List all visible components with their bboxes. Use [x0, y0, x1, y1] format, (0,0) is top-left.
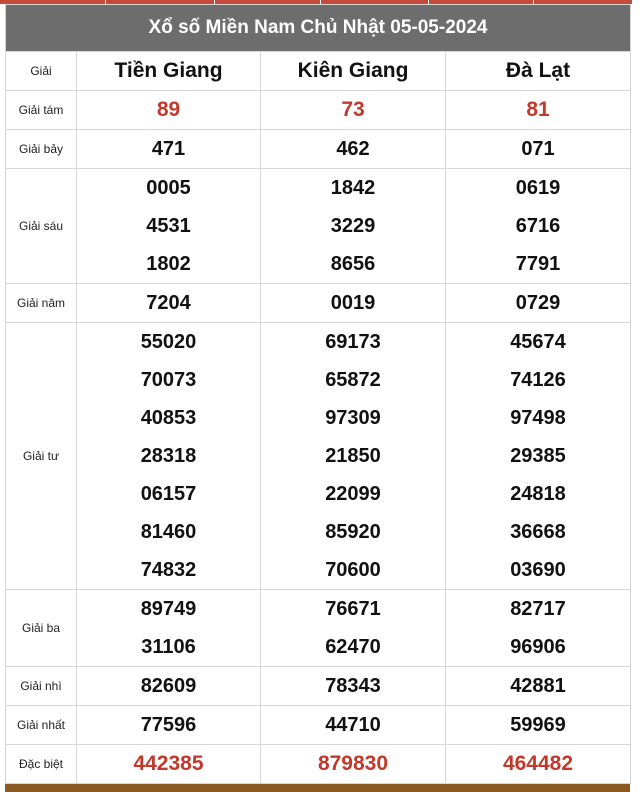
- prize-number: 28318: [140, 445, 197, 467]
- prize-number: 81460: [140, 521, 197, 543]
- prize-label: Giải ba: [6, 590, 77, 667]
- prize-cell: [77, 745, 261, 784]
- prize-label: Giải nhì: [6, 667, 77, 706]
- province-header-da-lat[interactable]: Đà Lạt: [446, 52, 631, 91]
- prize-cell: [261, 130, 446, 169]
- prize-label: Giải tư: [6, 323, 77, 590]
- prize-row-giai-tam: [6, 91, 631, 130]
- prize-number: 464482: [502, 752, 574, 775]
- prize-number: 4531: [146, 215, 191, 237]
- prize-number: 65872: [325, 369, 381, 391]
- prize-number: 1842: [330, 177, 376, 199]
- prize-number: 31106: [141, 636, 196, 658]
- prize-cell: [77, 130, 261, 169]
- prize-row-dac-biet: [6, 745, 631, 784]
- prize-cell: [261, 745, 446, 784]
- prize-row-giai-bay: [6, 130, 631, 169]
- prize-number: 82717: [510, 598, 566, 620]
- prize-label: Giải bảy: [6, 130, 77, 169]
- prize-row-giai-nam: [6, 284, 631, 323]
- prize-cell: [446, 706, 631, 745]
- prize-number: 74832: [140, 559, 197, 581]
- prize-number: 03690: [510, 559, 566, 581]
- prize-cell: [446, 745, 631, 784]
- prize-cell: [446, 590, 631, 667]
- prize-number: 42881: [510, 675, 566, 697]
- prize-number: 96906: [510, 636, 566, 658]
- prize-number: 8656: [330, 253, 376, 275]
- prize-cell: [446, 284, 631, 323]
- prize-column-header: Giải: [6, 52, 77, 91]
- prize-row-giai-tu: [6, 323, 631, 590]
- prize-number: 7204: [146, 292, 191, 314]
- prize-cell: [77, 91, 261, 130]
- prize-number: 76671: [325, 598, 381, 620]
- prize-number: 0005: [146, 177, 191, 199]
- prize-cell: [261, 590, 446, 667]
- table-title: Xổ số Miền Nam Chủ Nhật 05-05-2024: [6, 5, 631, 52]
- prize-number: 74126: [510, 369, 566, 391]
- prize-row-giai-sau: [6, 169, 631, 284]
- prize-number: 45674: [510, 331, 566, 353]
- prize-number: 879830: [317, 752, 389, 775]
- prize-number: 0729: [515, 292, 561, 314]
- prize-number: 59969: [510, 714, 566, 736]
- prize-cell: [446, 130, 631, 169]
- prize-cell: [77, 284, 261, 323]
- prize-number: 82609: [140, 675, 197, 697]
- prize-row-giai-ba: [6, 590, 631, 667]
- prize-cell: [261, 323, 446, 590]
- prize-cell: [77, 590, 261, 667]
- prize-number: 81: [526, 98, 550, 121]
- prize-cell: [77, 323, 261, 590]
- prize-number: 36668: [510, 521, 566, 543]
- prize-cell: [77, 169, 261, 284]
- prize-number: 89: [156, 98, 181, 121]
- prize-number: 0019: [330, 292, 376, 314]
- prize-cell: [446, 667, 631, 706]
- prize-number: 97498: [510, 407, 566, 429]
- prize-number: 77596: [140, 714, 197, 736]
- footer-bar: [5, 784, 630, 792]
- lottery-results-table: [5, 4, 631, 784]
- prize-number: 3229: [330, 215, 376, 237]
- prize-cell: [446, 323, 631, 590]
- prize-number: 442385: [133, 752, 204, 775]
- prize-number: 69173: [325, 331, 381, 353]
- prize-label: Đặc biệt: [6, 745, 77, 784]
- prize-number: 1802: [146, 253, 191, 275]
- prize-label: Giải năm: [6, 284, 77, 323]
- prize-number: 85920: [325, 521, 381, 543]
- prize-rows: [6, 91, 631, 784]
- prize-number: 62470: [325, 636, 381, 658]
- prize-cell: [261, 667, 446, 706]
- prize-number: 40853: [140, 407, 197, 429]
- prize-row-giai-nhat: [6, 706, 631, 745]
- prize-cell: [446, 91, 631, 130]
- prize-cell: [261, 91, 446, 130]
- prize-number: 78343: [325, 675, 381, 697]
- results-container: [5, 4, 630, 784]
- prize-number: 44710: [325, 714, 381, 736]
- prize-number: 89749: [140, 598, 197, 620]
- prize-cell: [261, 284, 446, 323]
- prize-cell: [77, 706, 261, 745]
- prize-cell: [261, 706, 446, 745]
- prize-cell: [261, 169, 446, 284]
- prize-number: 97309: [325, 407, 381, 429]
- prize-number: 55020: [140, 331, 197, 353]
- prize-row-giai-nhi: [6, 667, 631, 706]
- prize-number: 06157: [140, 483, 197, 505]
- prize-number: 462: [336, 138, 370, 160]
- prize-label: Giải nhất: [6, 706, 77, 745]
- prize-number: 70600: [325, 559, 381, 581]
- prize-number: 7791: [515, 253, 561, 275]
- prize-number: 70073: [140, 369, 197, 391]
- province-header-tien-giang[interactable]: Tiền Giang: [77, 52, 261, 91]
- prize-number: 22099: [325, 483, 381, 505]
- page-gutter: [632, 0, 642, 792]
- prize-cell: [77, 667, 261, 706]
- prize-number: 24818: [510, 483, 566, 505]
- prize-number: 471: [151, 138, 186, 160]
- prize-number: 21850: [325, 445, 381, 467]
- prize-number: 6716: [515, 215, 561, 237]
- prize-label: Giải sáu: [6, 169, 77, 284]
- prize-number: 0619: [515, 177, 561, 199]
- province-header-kien-giang[interactable]: Kiên Giang: [261, 52, 446, 91]
- prize-number: 071: [521, 138, 555, 160]
- prize-cell: [446, 169, 631, 284]
- prize-number: 29385: [510, 445, 566, 467]
- prize-label: Giải tám: [6, 91, 77, 130]
- prize-number: 73: [341, 98, 365, 121]
